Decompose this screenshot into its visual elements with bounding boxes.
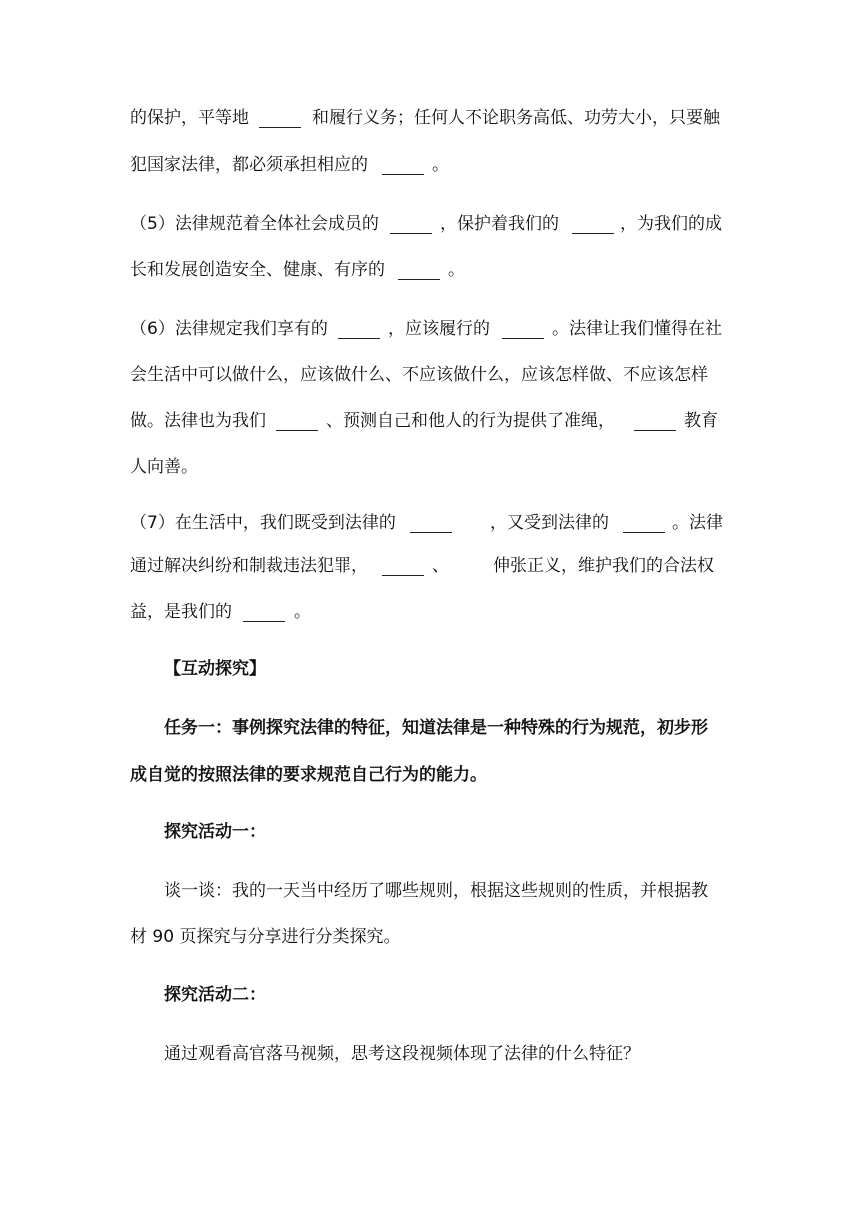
activity-2-title: 探究活动二：	[164, 985, 266, 1005]
fill-blank[interactable]	[410, 512, 452, 533]
item-7-line-2: 通过解决纠纷和制裁违法犯罪， 、 伸张正义，维护我们的合法权	[130, 556, 714, 576]
activity-2-line-1: 通过观看高官落马视频，思考这段视频体现了法律的什么特征？	[164, 1044, 640, 1064]
section-heading: 【互动探究】	[164, 659, 266, 679]
item-4-line-2: 犯国家法律，都必须承担相应的 。	[130, 155, 449, 175]
fill-blank[interactable]	[338, 318, 380, 339]
fill-blank[interactable]	[276, 410, 318, 431]
activity-1-line-2: 材 90 页探究与分享进行分类探究。	[130, 927, 401, 947]
item-6-line-3: 做。法律也为我们 、预测自己和他人的行为提供了准绳， 教育	[130, 411, 718, 431]
fill-blank[interactable]	[623, 512, 665, 533]
fill-blank[interactable]	[382, 154, 424, 175]
fill-blank[interactable]	[243, 601, 285, 622]
fill-blank[interactable]	[259, 107, 301, 128]
item-6-line-4: 人向善。	[130, 457, 198, 477]
fill-blank[interactable]	[572, 213, 614, 234]
task-1-line-2: 成自觉的按照法律的要求规范自己行为的能力。	[130, 765, 487, 785]
item-6-line-1: （6）法律规定我们享有的 ，应该履行的 。法律让我们懂得在社	[130, 319, 722, 339]
fill-blank[interactable]	[502, 318, 544, 339]
task-1-line-1: 任务一：事例探究法律的特征，知道法律是一种特殊的行为规范，初步形	[164, 718, 708, 738]
item-5-line-2: 长和发展创造安全、健康、有序的 。	[130, 260, 465, 280]
fill-blank[interactable]	[390, 213, 432, 234]
item-7-line-1: （7）在生活中，我们既受到法律的 ，又受到法律的 。法律	[130, 513, 723, 533]
fill-blank[interactable]	[634, 410, 676, 431]
fill-blank[interactable]	[382, 555, 424, 576]
item-4-line-1: 的保护，平等地 和履行义务；任何人不论职务高低、功劳大小，只要触	[130, 108, 720, 128]
activity-1-line-1: 谈一谈：我的一天当中经历了哪些规则，根据这些规则的性质，并根据教	[164, 881, 708, 901]
item-7-line-3: 益，是我们的 。	[130, 602, 311, 622]
activity-1-title: 探究活动一：	[164, 822, 266, 842]
fill-blank[interactable]	[398, 259, 440, 280]
item-5-line-1: （5）法律规范着全体社会成员的 ，保护着我们的 ，为我们的成	[130, 214, 722, 234]
item-6-line-2: 会生活中可以做什么，应该做什么、不应该做什么，应该怎样做、不应该怎样	[130, 365, 708, 385]
